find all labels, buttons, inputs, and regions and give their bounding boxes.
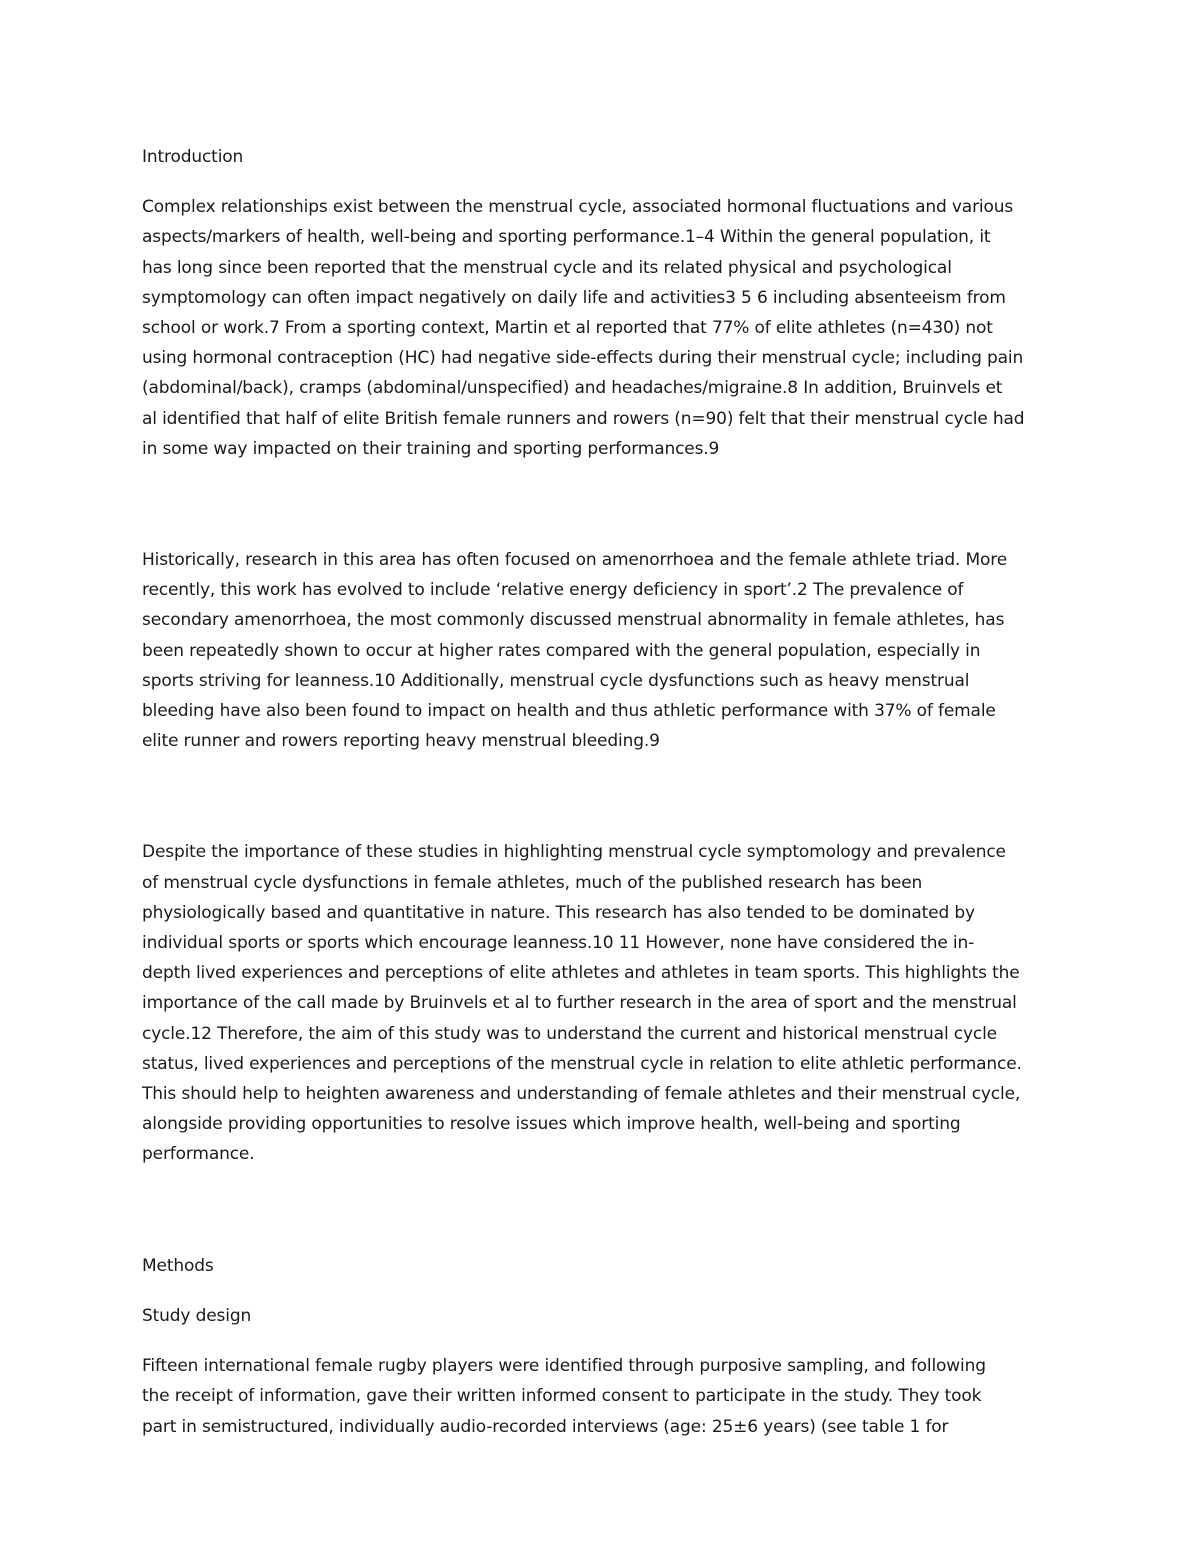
- text-line: recently, this work has evolved to include ‘relative energy deficiency in sport’.2 The prevalence of: [142, 580, 964, 601]
- text-line: school or work.7 From a sporting context, Martin et al reported that 77% of elite athletes (n=430) not: [142, 318, 993, 339]
- text-line: sports striving for leanness.10 Additionally, menstrual cycle dysfunctions such as heavy menstrual: [142, 670, 970, 691]
- text-line: using hormonal contraception (HC) had negative side-effects during their menstrual cycle; including pain: [142, 348, 1024, 369]
- text-line: Complex relationships exist between the menstrual cycle, associated hormonal fluctuations and various: [142, 197, 1014, 218]
- text-line: alongside providing opportunities to resolve issues which improve health, well-being and sporting: [142, 1114, 961, 1135]
- text-line: the receipt of information, gave their written informed consent to participate in the study. They took: [142, 1386, 982, 1407]
- section-heading-introduction: Introduction: [142, 147, 244, 167]
- text-line: Fifteen international female rugby players were identified through purposive sampling, and following: [142, 1356, 986, 1377]
- text-line: (abdominal/back), cramps (abdominal/unspecified) and headaches/migraine.8 In addition, Bruinvels et: [142, 378, 1003, 399]
- text-line: physiologically based and quantitative in nature. This research has also tended to be dominated by: [142, 902, 975, 923]
- paragraph-spacer: [142, 464, 1070, 545]
- text-line: Historically, research in this area has often focused on amenorrhoea and the female athlete triad. More: [142, 550, 1008, 571]
- text-line: cycle.12 Therefore, the aim of this study was to understand the current and historical menstrual cycle: [142, 1023, 997, 1044]
- text-line: symptomology can often impact negatively on daily life and activities3 5 6 including absenteeism from: [142, 287, 1006, 308]
- text-line: importance of the call made by Bruinvels et al to further research in the area of sport and the menstrual: [142, 993, 1017, 1014]
- paragraph-intro-2: [142, 545, 1070, 756]
- text-line: has long since been reported that the menstrual cycle and its related physical and psychological: [142, 257, 952, 278]
- paragraph-methods: [142, 1351, 1070, 1442]
- text-line: depth lived experiences and perceptions of elite athletes and athletes in team sports. This highlights the: [142, 963, 1020, 984]
- text-line: of menstrual cycle dysfunctions in female athletes, much of the published research has been: [142, 872, 923, 893]
- text-line: part in semistructured, individually audio-recorded interviews (age: 25±6 years) (see table 1 for: [142, 1416, 949, 1437]
- paragraph-spacer: [142, 1170, 1070, 1251]
- text-line: in some way impacted on their training and sporting performances.9: [142, 438, 720, 459]
- text-line: aspects/markers of health, well-being and sporting performance.1–4 Within the general population, it: [142, 227, 991, 248]
- section-heading-methods: Methods: [142, 1255, 214, 1276]
- text-line: elite runner and rowers reporting heavy menstrual bleeding.9: [142, 731, 660, 752]
- text-line: been repeatedly shown to occur at higher rates compared with the general population, especially in: [142, 640, 981, 661]
- text-line: This should help to heighten awareness and understanding of female athletes and their menstrual cycle,: [142, 1084, 1021, 1105]
- paragraph-spacer: [142, 756, 1070, 837]
- subsection-heading-study-design: Study design: [142, 1305, 252, 1326]
- text-line: status, lived experiences and perceptions of the menstrual cycle in relation to elite athletic performance.: [142, 1053, 1022, 1074]
- paragraph-intro-3: [142, 837, 1070, 1169]
- text-line: individual sports or sports which encourage leanness.10 11 However, none have considered the in-: [142, 933, 975, 954]
- text-line: al identified that half of elite British female runners and rowers (n=90) felt that their menstrual cycle had: [142, 408, 1025, 429]
- text-line: bleeding have also been found to impact on health and thus athletic performance with 37% of female: [142, 701, 996, 722]
- text-line: Despite the importance of these studies in highlighting menstrual cycle symptomology and prevalence: [142, 842, 1006, 863]
- document-body: [142, 142, 1070, 1442]
- text-line: secondary amenorrhoea, the most commonly discussed menstrual abnormality in female athletes, has: [142, 610, 1005, 631]
- text-line: performance.: [142, 1144, 255, 1165]
- paragraph-intro-1: [142, 192, 1070, 464]
